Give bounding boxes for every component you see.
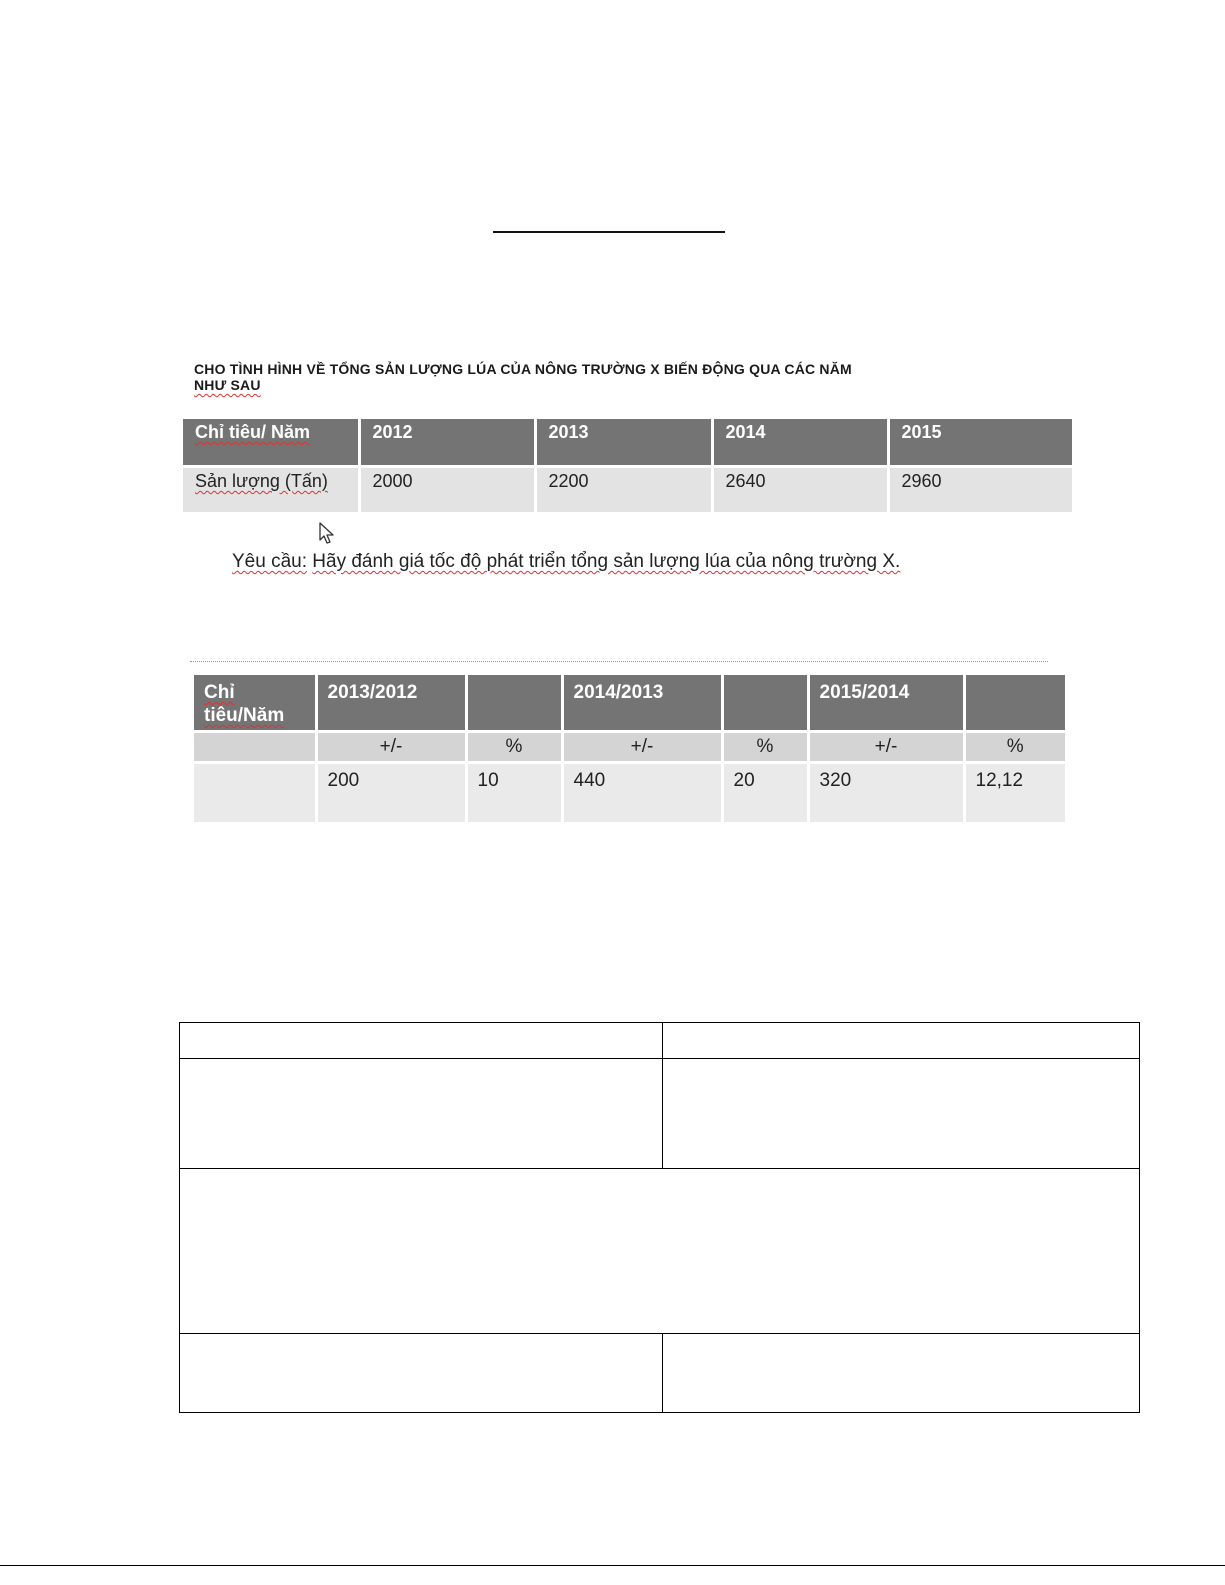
dotted-divider	[190, 661, 1048, 662]
header-cell: Chỉ tiêu/ Năm	[183, 419, 359, 467]
subheader-cell: %	[466, 732, 562, 763]
value-cell: 2200	[535, 467, 712, 513]
request-label: Yêu cầu:	[232, 551, 307, 572]
table-row	[194, 763, 1065, 823]
grid-line	[662, 1333, 663, 1413]
header-cell: Chỉ tiêu/Năm	[194, 675, 316, 732]
mouse-pointer-icon	[318, 522, 340, 546]
grid-line	[180, 1168, 1139, 1169]
intro-text	[194, 361, 1054, 393]
grid-line	[662, 1023, 663, 1168]
value-cell: 12,12	[964, 763, 1065, 823]
value-cell	[194, 763, 316, 823]
title-underline	[493, 231, 725, 233]
header-cell	[964, 675, 1065, 732]
header-cell: 2015	[888, 419, 1072, 467]
intro-line-1: CHO TÌNH HÌNH VỀ TỔNG SẢN LƯỢNG LÚA CỦA NÔNG TRƯỜNG X BIẾN ĐỘNG QUA CÁC NĂM	[194, 361, 852, 377]
subheader-cell: %	[964, 732, 1065, 763]
value-cell: 2960	[888, 467, 1072, 513]
growth-table-subheader	[194, 732, 1065, 763]
table-row	[183, 467, 1072, 513]
production-table	[183, 419, 1072, 512]
value-cell: 200	[316, 763, 466, 823]
value-cell: 320	[808, 763, 964, 823]
header-cell: 2013/2012	[316, 675, 466, 732]
header-cell	[466, 675, 562, 732]
page-bottom-rule	[0, 1565, 1225, 1566]
header-cell	[722, 675, 808, 732]
request-text	[232, 551, 1072, 573]
header-cell: 2015/2014	[808, 675, 964, 732]
intro-line-2: NHƯ SAU	[194, 377, 261, 393]
value-cell: 20	[722, 763, 808, 823]
value-cell: 2000	[359, 467, 535, 513]
header-cell: 2014	[712, 419, 888, 467]
growth-table-header	[194, 675, 1065, 732]
row-label-cell: Sản lượng (Tấn)	[183, 467, 359, 513]
header-cell: 2012	[359, 419, 535, 467]
growth-table	[194, 675, 1065, 822]
subheader-cell: +/-	[808, 732, 964, 763]
empty-form-table	[179, 1022, 1140, 1413]
value-cell: 10	[466, 763, 562, 823]
production-table-header	[183, 419, 1072, 467]
header-cell: 2014/2013	[562, 675, 722, 732]
subheader-cell: +/-	[562, 732, 722, 763]
subheader-cell: %	[722, 732, 808, 763]
header-cell: 2013	[535, 419, 712, 467]
grid-line	[180, 1333, 1139, 1334]
value-cell: 440	[562, 763, 722, 823]
request-body: Hãy đánh giá tốc độ phát triển tổng sản lượng lúa của nông trường X.	[312, 551, 901, 572]
value-cell: 2640	[712, 467, 888, 513]
subheader-cell: +/-	[316, 732, 466, 763]
subheader-cell	[194, 732, 316, 763]
grid-line	[180, 1058, 1139, 1059]
